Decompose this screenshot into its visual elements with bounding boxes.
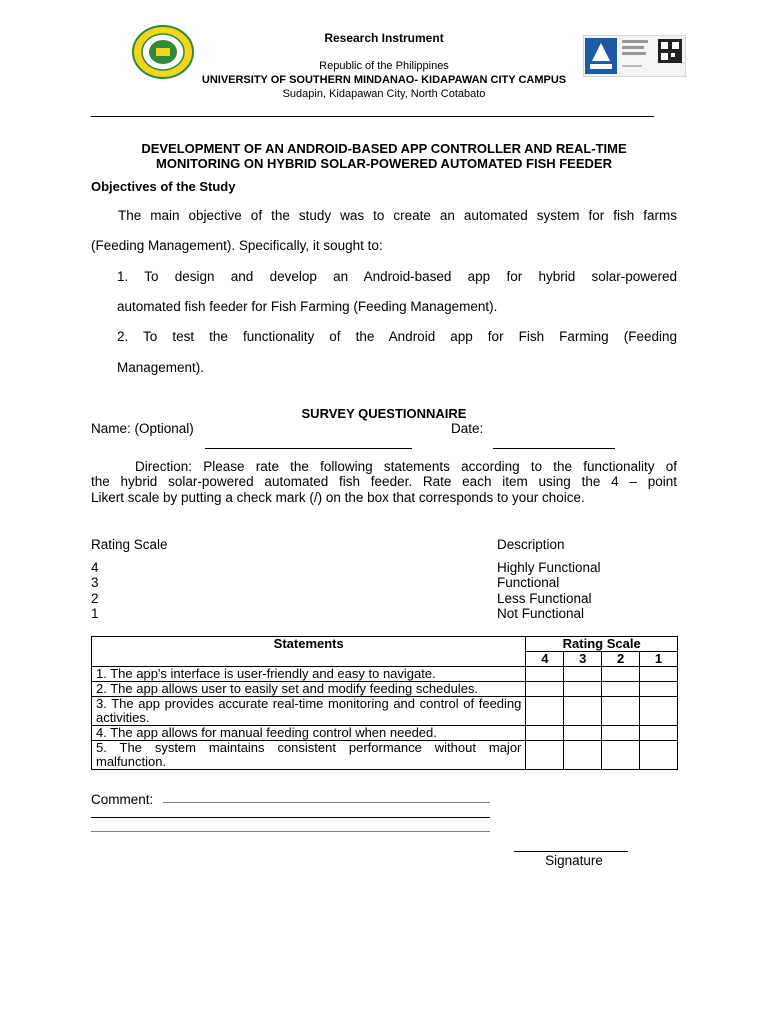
- objectives-intro-line-2: (Feeding Management). Specifically, it sought to:: [91, 238, 383, 253]
- rating-cell[interactable]: [602, 682, 640, 697]
- objective-1-line-2: automated fish feeder for Fish Farming (Feeding Management).: [117, 299, 498, 314]
- rating-scale-header: Rating Scale: [526, 637, 678, 652]
- comment-line-2[interactable]: [91, 817, 490, 818]
- header-divider: [91, 116, 654, 117]
- study-title-line-1: DEVELOPMENT OF AN ANDROID-BASED APP CONTROLLER AND REAL-TIME: [141, 141, 627, 156]
- rating-cell[interactable]: [564, 697, 602, 726]
- scale-value-1: 1: [91, 606, 99, 621]
- rating-cell[interactable]: [602, 741, 640, 770]
- description-label: Description: [497, 537, 565, 552]
- rating-table: [91, 636, 678, 770]
- objective-2-line-2: Management).: [117, 360, 205, 375]
- table-row: [92, 726, 678, 741]
- university-name: UNIVERSITY OF SOUTHERN MINDANAO- KIDAPAWAN CITY CAMPUS: [201, 74, 567, 86]
- rating-cell[interactable]: [640, 726, 678, 741]
- table-row: [92, 682, 678, 697]
- scale-desc-3: Functional: [497, 575, 560, 590]
- signature-line[interactable]: [514, 851, 628, 852]
- scale-desc-1: Not Functional: [497, 606, 585, 621]
- rating-cell[interactable]: [526, 667, 564, 682]
- rating-cell[interactable]: [602, 697, 640, 726]
- document-label: Research Instrument: [324, 31, 444, 45]
- direction-line-3: Likert scale by putting a check mark (/) on the box that corresponds to your choice.: [91, 490, 585, 505]
- rating-cell[interactable]: [640, 741, 678, 770]
- name-label: Name: (Optional): [91, 421, 194, 436]
- scale-col-3: 3: [564, 652, 602, 667]
- statements-header: Statements: [92, 637, 526, 667]
- university-address: Sudapin, Kidapawan City, North Cotabato: [282, 88, 486, 100]
- table-row: [92, 741, 678, 770]
- objective-1-line-1: 1. To design and develop an Android-based app for hybrid solar-powered: [117, 269, 677, 284]
- date-field[interactable]: [493, 448, 615, 449]
- scale-desc-4: Highly Functional: [497, 560, 601, 575]
- statement-4: 4. The app allows for manual feeding control when needed.: [92, 726, 526, 741]
- scale-value-3: 3: [91, 575, 99, 590]
- rating-cell[interactable]: [640, 667, 678, 682]
- objectives-heading: Objectives of the Study: [91, 179, 236, 194]
- scale-col-1: 1: [640, 652, 678, 667]
- date-label: Date:: [451, 421, 484, 436]
- statement-2: 2. The app allows user to easily set and modify feeding schedules.: [92, 682, 526, 697]
- rating-cell[interactable]: [640, 682, 678, 697]
- signature-label: Signature: [545, 853, 603, 868]
- scale-value-4: 4: [91, 560, 99, 575]
- rating-cell[interactable]: [526, 741, 564, 770]
- objectives-intro-line-1: The main objective of the study was to create an automated system for fish farms: [118, 208, 677, 223]
- rating-cell[interactable]: [526, 697, 564, 726]
- table-row: [92, 697, 678, 726]
- statement-5: 5. The system maintains consistent performance without major malfunction.: [92, 741, 526, 770]
- rating-cell[interactable]: [602, 667, 640, 682]
- study-title-line-2: MONITORING ON HYBRID SOLAR-POWERED AUTOMATED FISH FEEDER: [156, 156, 612, 171]
- rating-cell[interactable]: [602, 726, 640, 741]
- statement-3: 3. The app provides accurate real-time monitoring and control of feeding activities.: [92, 697, 526, 726]
- objective-2-line-1: 2. To test the functionality of the Android app for Fish Farming (Feeding: [117, 329, 677, 344]
- scale-value-2: 2: [91, 591, 99, 606]
- table-row: [92, 667, 678, 682]
- direction-line-2: the hybrid solar-powered automated fish feeder. Rate each item using the 4 – point: [91, 474, 677, 489]
- rating-cell[interactable]: [564, 682, 602, 697]
- scale-desc-2: Less Functional: [497, 591, 592, 606]
- direction-line-1: Direction: Please rate the following statements according to the functionality of: [135, 459, 677, 474]
- rating-cell[interactable]: [640, 697, 678, 726]
- rating-cell[interactable]: [526, 726, 564, 741]
- comment-line-1[interactable]: [163, 802, 490, 803]
- rating-scale-label: Rating Scale: [91, 537, 168, 552]
- scale-col-2: 2: [602, 652, 640, 667]
- republic-line: Republic of the Philippines: [319, 60, 449, 72]
- rating-cell[interactable]: [564, 741, 602, 770]
- survey-heading: SURVEY QUESTIONNAIRE: [301, 406, 467, 421]
- comment-line-3[interactable]: [91, 831, 490, 832]
- rating-cell[interactable]: [526, 682, 564, 697]
- rating-cell[interactable]: [564, 667, 602, 682]
- rating-cell[interactable]: [564, 726, 602, 741]
- comment-label: Comment:: [91, 792, 154, 807]
- statement-1: 1. The app's interface is user-friendly and easy to navigate.: [92, 667, 526, 682]
- name-field[interactable]: [205, 448, 412, 449]
- scale-col-4: 4: [526, 652, 564, 667]
- study-title: [91, 141, 677, 171]
